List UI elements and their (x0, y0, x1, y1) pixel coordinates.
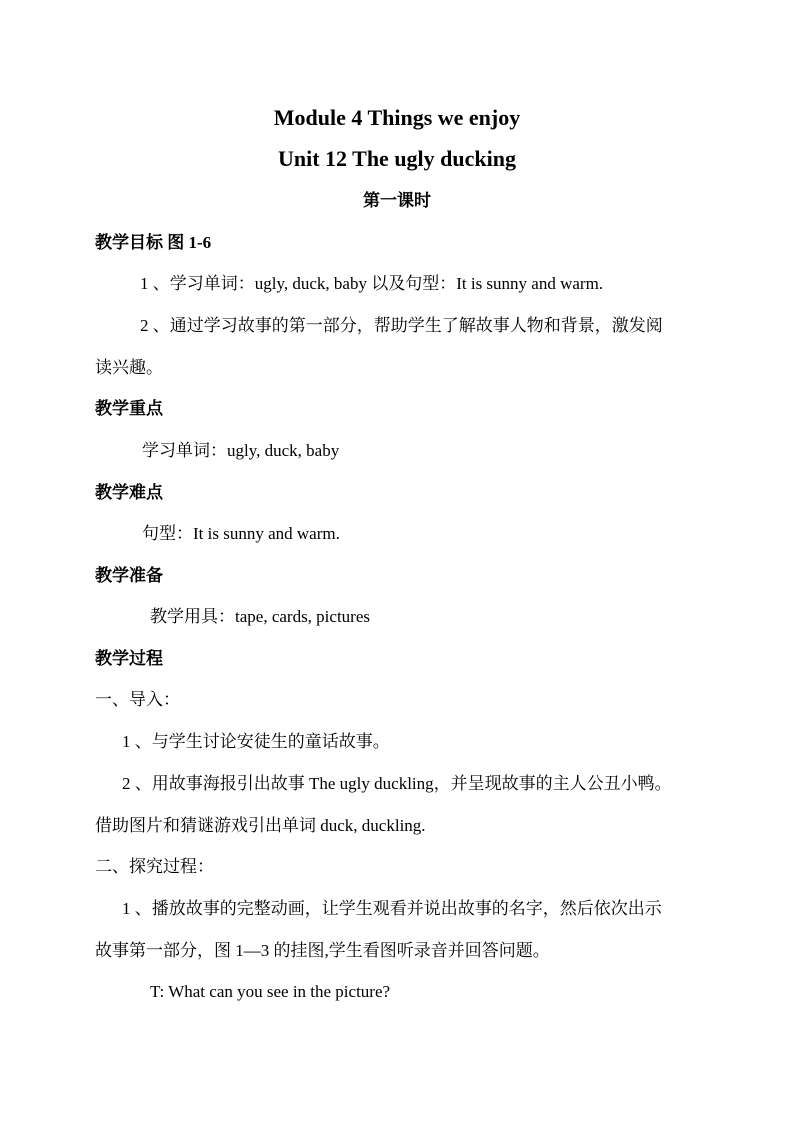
intro-item-2-line-1: 2 、用故事海报引出故事 The ugly duckling，并呈现故事的主人公丑小鸭。 (122, 774, 672, 793)
intro-item-1: 1 、与学生讨论安徒生的童话故事。 (122, 732, 390, 751)
key-points-text: 学习单词：ugly, duck, baby (142, 441, 340, 460)
process-heading: 教学过程 (95, 649, 163, 668)
dialogue-line-1: T: What can you see in the picture? (150, 982, 391, 1001)
lesson-label: 第一课时 (363, 191, 431, 210)
explore-item-1-line-1: 1 、播放故事的完整动画，让学生观看并说出故事的名字，然后依次出示 (122, 899, 662, 918)
objectives-heading: 教学目标 图 1-6 (95, 233, 212, 252)
intro-item-2-line-2: 借助图片和猜谜游戏引出单词 duck, duckling. (95, 816, 426, 835)
key-points-heading: 教学重点 (95, 399, 163, 418)
explore-item-1-line-2: 故事第一部分，图 1—3 的挂图,学生看图听录音并回答问题。 (95, 941, 550, 960)
difficulties-text: 句型：It is sunny and warm. (142, 524, 340, 543)
objective-item-1: 1 、学习单词：ugly, duck, baby 以及句型：It is sunny and warm. (140, 274, 604, 293)
explore-heading: 二、探究过程： (95, 857, 214, 876)
objective-item-2-line-1: 2 、通过学习故事的第一部分，帮助学生了解故事人物和背景，激发阅 (140, 316, 663, 335)
difficulties-heading: 教学难点 (95, 483, 163, 502)
document-title: Module 4 Things we enjoy (273, 105, 521, 130)
intro-heading: 一、导入： (95, 690, 180, 709)
preparation-text: 教学用具：tape, cards, pictures (150, 607, 370, 626)
document-subtitle: Unit 12 The ugly ducking (277, 146, 516, 171)
objective-item-2-line-2: 读兴趣。 (95, 358, 163, 377)
preparation-heading: 教学准备 (95, 566, 163, 585)
